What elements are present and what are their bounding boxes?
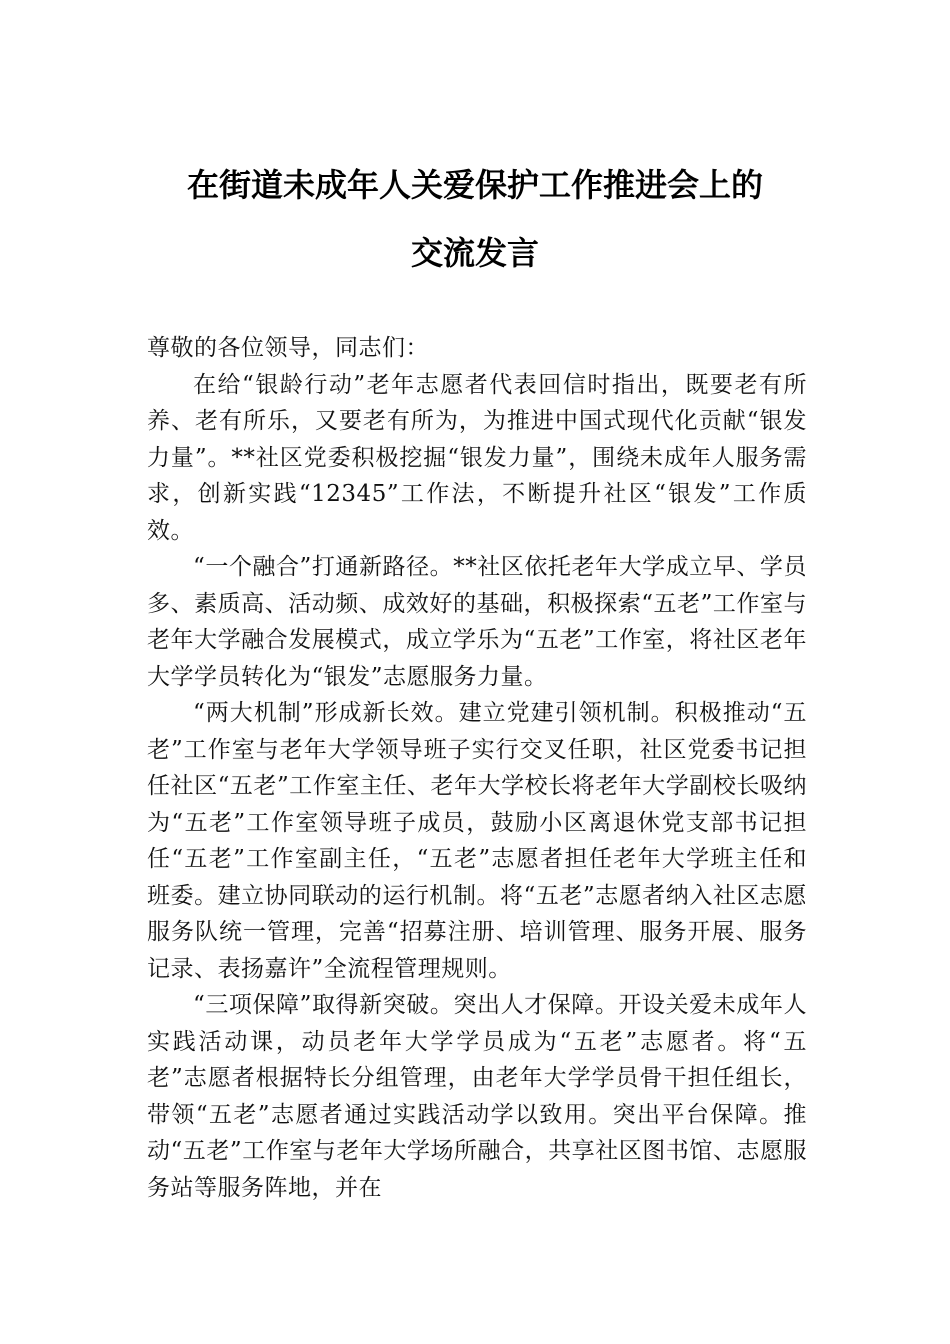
paragraph-two-mechanisms: “两大机制”形成新长效。建立党建引领机制。积极推动“五老”工作室与老年大学领导班子实行交叉任职，社区党委书记担任社区“五老”工作室主任、老年大学校长将老年大学副校长吸纳为“五老”工作室领导班子成员，鼓励小区离退休党支部书记担任“五老”工作室副主任，“五老”志愿者担任老年大学班主任和班委。建立协同联动的运行机制。将“五老”志愿者纳入社区志愿服务队统一管理，完善“招募注册、培训管理、服务开展、服务记录、表扬嘉许”全流程管理规则。 (147, 700, 807, 982)
paragraph-intro: 在给“银龄行动”老年志愿者代表回信时指出，既要老有所养、老有所乐，又要老有所为，为推进中国式现代化贡献“银发力量”。**社区党委积极挖掘“银发力量”，围绕未成年人服务需求，创新实践“12345”工作法，不断提升社区“银发”工作质效。 (147, 371, 807, 544)
paragraph-three-guarantees: “三项保障”取得新突破。突出人才保障。开设关爱未成年人实践活动课，动员老年大学学员成为“五老”志愿者。将“五老”志愿者根据特长分组管理，由老年大学学员骨干担任组长，带领“五老”志愿者通过实践活动学以致用。突出平台保障。推动“五老”工作室与老年大学场所融合，共享社区图书馆、志愿服务站等服务阵地，并在 (147, 992, 807, 1201)
salutation: 尊敬的各位领导，同志们： (147, 335, 429, 361)
document-title-line-1: 在街道未成年人关爱保护工作推进会上的 (186, 166, 763, 204)
paragraph-one-integration: “一个融合”打通新路径。**社区依托老年大学成立早、学员多、素质高、活动频、成效好的基础，积极探索“五老”工作室与老年大学融合发展模式，成立学乐为“五老”工作室，将社区老年大学学员转化为“银发”志愿服务力量。 (147, 554, 807, 690)
document-title-line-2: 交流发言 (410, 234, 539, 272)
document-body (147, 330, 807, 1206)
